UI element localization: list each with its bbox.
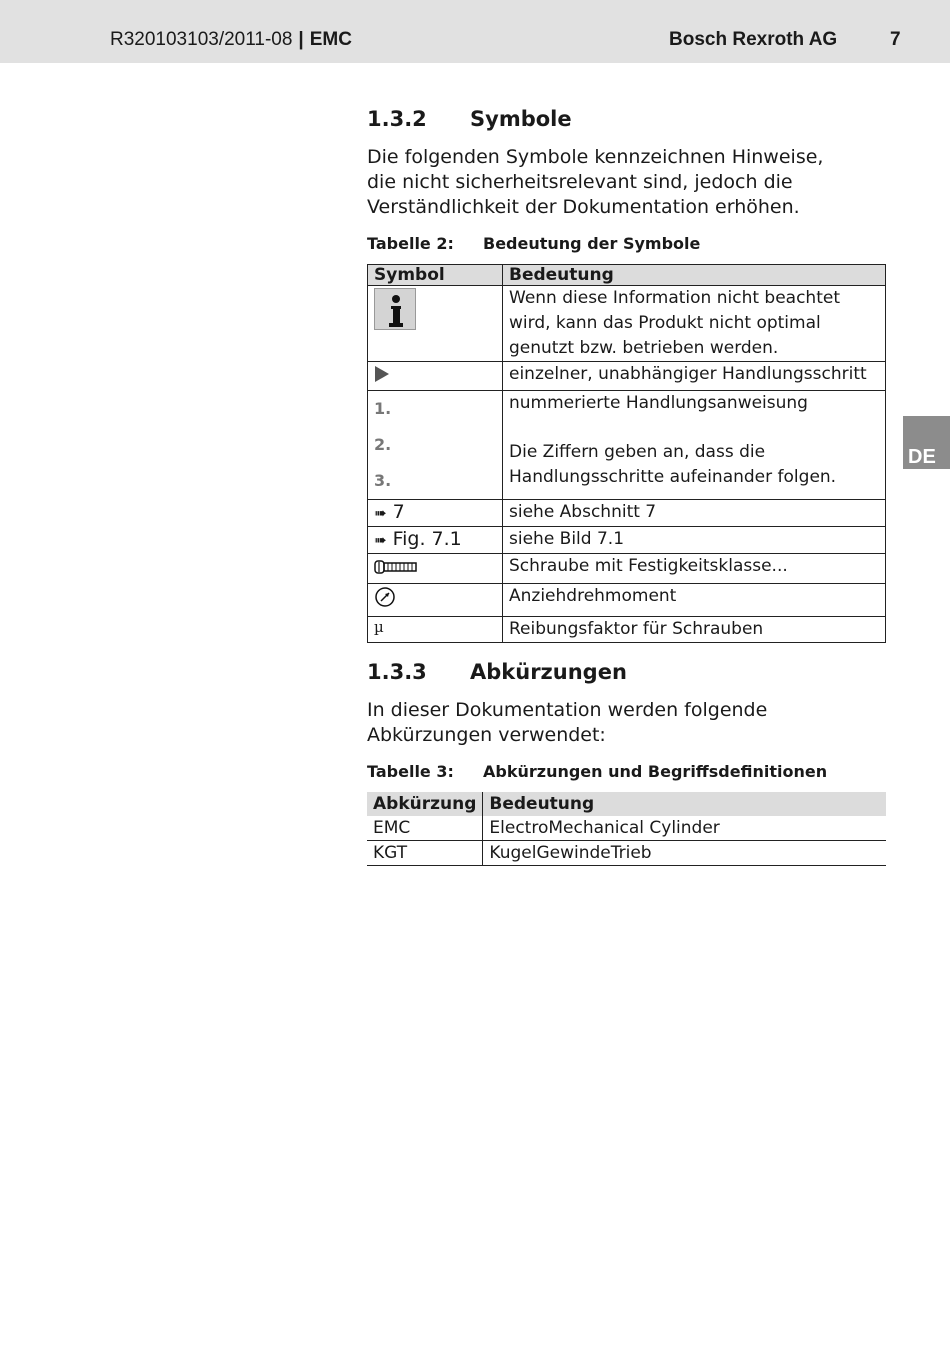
meaning-line: genutzt bzw. betrieben werden.: [509, 338, 779, 358]
screw-icon: [374, 559, 418, 575]
table-caption-symbols: [367, 234, 700, 253]
intro-line: In dieser Dokumentation werden folgende: [367, 699, 768, 721]
triangle-play-icon: [374, 366, 390, 382]
table-row: [367, 841, 886, 866]
step-number: 1.: [374, 399, 392, 418]
header-company: Bosch Rexroth AG: [669, 29, 838, 50]
abbreviations-table: [367, 792, 886, 866]
symbol-cell: [368, 554, 503, 584]
abbreviation-cell: EMC: [367, 816, 483, 841]
intro-line: die nicht sicherheitsrelevant sind, jedoch die: [367, 171, 793, 193]
symbol-cell: [368, 362, 503, 391]
table-row: [367, 816, 886, 841]
meaning-cell: [503, 391, 886, 500]
language-tab: DE: [903, 416, 950, 469]
table-row: [368, 527, 886, 554]
meaning-cell: Anziehdrehmoment: [503, 584, 886, 617]
symbols-intro: [367, 145, 867, 220]
abbreviations-intro: [367, 698, 867, 748]
header-doc-id: R320103103/2011-08: [110, 29, 293, 50]
intro-line: Abkürzungen verwendet:: [367, 724, 606, 746]
page-header: [0, 0, 950, 63]
header-separator: |: [298, 29, 304, 50]
table-row: [368, 500, 886, 527]
torque-gauge-icon: [374, 586, 396, 608]
col-header-meaning: Bedeutung: [503, 265, 886, 286]
symbols-table: [367, 264, 886, 643]
table-row: [368, 286, 886, 362]
section-number: 1.3.2: [367, 107, 427, 131]
abbreviation-cell: KGT: [367, 841, 483, 866]
meaning-line: Handlungsschritte aufeinander folgen.: [509, 467, 837, 487]
section-title: Symbole: [470, 107, 572, 131]
reference-arrow-icon: ➠: [374, 504, 387, 522]
table-row: [368, 584, 886, 617]
meaning-cell: KugelGewindeTrieb: [483, 841, 886, 866]
section-number: 1.3.3: [367, 660, 427, 684]
reference-arrow-icon: ➠: [374, 531, 387, 549]
table-caption-title: Abkürzungen und Begriffsdefinitionen: [483, 762, 828, 781]
col-header-symbol: Symbol: [368, 265, 503, 286]
meaning-cell: Schraube mit Festigkeitsklasse...: [503, 554, 886, 584]
info-icon: [374, 288, 416, 330]
table-caption-abbreviations: [367, 762, 827, 781]
section-heading-abbreviations: [367, 660, 627, 684]
meaning-cell: siehe Bild 7.1: [503, 527, 886, 554]
mu-symbol: µ: [374, 618, 384, 636]
step-number: 3.: [374, 471, 392, 490]
reference-figure-symbol: Fig. 7.1: [392, 528, 462, 550]
symbol-cell: [368, 391, 503, 500]
meaning-cell: Reibungsfaktor für Schrauben: [503, 617, 886, 643]
symbol-cell: [368, 286, 503, 362]
symbol-cell: [368, 527, 503, 554]
table-row: [368, 554, 886, 584]
page-number: 7: [890, 29, 901, 50]
table-caption-number: Tabelle 2:: [367, 234, 454, 253]
meaning-cell: ElectroMechanical Cylinder: [483, 816, 886, 841]
table-header-row: [368, 265, 886, 286]
meaning-line: Wenn diese Information nicht beachtet: [509, 288, 840, 308]
meaning-line: wird, kann das Produkt nicht optimal: [509, 313, 821, 333]
intro-line: Die folgenden Symbole kennzeichnen Hinweise,: [367, 146, 824, 168]
symbol-cell: [368, 584, 503, 617]
meaning-line: Die Ziffern geben an, dass die: [509, 442, 766, 462]
section-heading-symbols: [367, 107, 572, 131]
reference-section-symbol: 7: [392, 501, 405, 523]
header-doc-info: [110, 29, 352, 51]
table-row: [368, 362, 886, 391]
step-number: 2.: [374, 435, 392, 454]
col-header-abbreviation: Abkürzung: [367, 792, 483, 816]
table-header-row: [367, 792, 886, 816]
table-row: [368, 617, 886, 643]
section-title: Abkürzungen: [470, 660, 627, 684]
symbol-cell: [368, 500, 503, 527]
intro-line: Verständlichkeit der Dokumentation erhöhen.: [367, 196, 800, 218]
symbol-cell: [368, 617, 503, 643]
meaning-cell: [503, 286, 886, 362]
col-header-meaning: Bedeutung: [483, 792, 886, 816]
meaning-line: nummerierte Handlungsanweisung: [509, 393, 808, 413]
meaning-cell: einzelner, unabhängiger Handlungsschritt: [503, 362, 886, 391]
table-caption-number: Tabelle 3:: [367, 762, 454, 781]
meaning-cell: siehe Abschnitt 7: [503, 500, 886, 527]
table-caption-title: Bedeutung der Symbole: [483, 234, 701, 253]
header-product: EMC: [309, 29, 352, 50]
table-row: [368, 391, 886, 500]
